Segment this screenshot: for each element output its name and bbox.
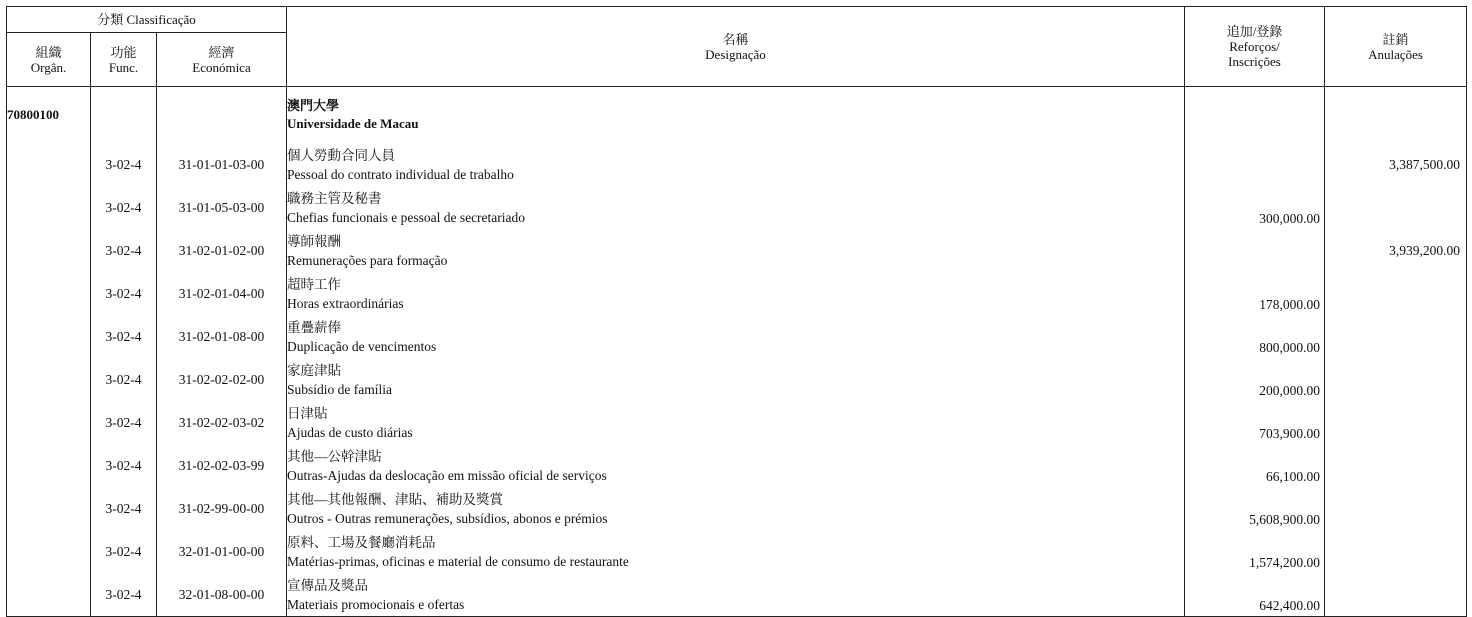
cancel-amount (1325, 401, 1467, 444)
designation-pt: Chefias funcionais e pessoal de secretariado (287, 209, 526, 225)
reinforce-amount (1185, 143, 1325, 186)
econ-code: 32-01-01-00-00 (157, 530, 287, 573)
func-code: 3-02-4 (91, 444, 157, 487)
func-header-cn: 功能 (110, 44, 137, 60)
reinforce-amount: 1,574,200.00 (1185, 530, 1325, 573)
func-code: 3-02-4 (91, 530, 157, 573)
designation-cn: 重疊薪俸 (287, 319, 341, 335)
reinforce-header-cn: 追加/登錄 (1226, 24, 1283, 39)
func-header (91, 33, 157, 87)
econ-code: 31-02-01-04-00 (157, 272, 287, 315)
designation-pt: Horas extraordinárias (287, 295, 404, 311)
econ-header-cn: 經濟 (208, 44, 235, 60)
designation-cn: 個人勞動合同人員 (287, 147, 395, 163)
func-code: 3-02-4 (91, 358, 157, 401)
func-code: 3-02-4 (91, 401, 157, 444)
designation-pt: Ajudas de custo diárias (287, 424, 413, 440)
designation-cn: 家庭津貼 (287, 362, 341, 378)
cancel-amount (1325, 315, 1467, 358)
econ-header-pt: Económica (192, 59, 251, 75)
cancel-amount (1325, 444, 1467, 487)
table-row (7, 186, 1467, 229)
cancel-amount (1325, 272, 1467, 315)
designation-cn: 宣傳品及獎品 (287, 577, 368, 593)
table-row (7, 401, 1467, 444)
reinforce-header-pt2: Inscrições (1228, 54, 1281, 69)
func-code: 3-02-4 (91, 143, 157, 186)
econ-code: 31-02-01-02-00 (157, 229, 287, 272)
designation-header (287, 7, 1185, 87)
designation (287, 573, 1185, 617)
cancel-amount: 3,939,200.00 (1325, 229, 1467, 272)
designation-pt: Matérias-primas, oficinas e material de consumo de restaurante (287, 553, 629, 569)
designation (287, 358, 1185, 401)
table-row (7, 573, 1467, 617)
func-code: 3-02-4 (91, 229, 157, 272)
designation-cn: 導師報酬 (287, 233, 341, 249)
func-code: 3-02-4 (91, 186, 157, 229)
econ-code: 31-02-99-00-00 (157, 487, 287, 530)
designation-cn: 其他—其他報酬、津貼、補助及獎賞 (287, 491, 503, 507)
econ-code: 31-02-02-02-00 (157, 358, 287, 401)
econ-code: 32-01-08-00-00 (157, 573, 287, 617)
designation (287, 272, 1185, 315)
designation-cn: 職務主管及秘書 (287, 190, 382, 206)
cancel-amount (1325, 530, 1467, 573)
organization-row (7, 87, 1467, 144)
designation-header-pt: Designação (705, 46, 766, 62)
table-row (7, 358, 1467, 401)
reinforce-amount: 178,000.00 (1185, 272, 1325, 315)
designation-pt: Outras-Ajudas da deslocação em missão oficial de serviços (287, 467, 607, 483)
designation-cn: 其他—公幹津貼 (287, 448, 382, 464)
cancel-header-cn: 註銷 (1382, 31, 1409, 47)
cancel-amount (1325, 487, 1467, 530)
func-code: 3-02-4 (91, 272, 157, 315)
designation (287, 186, 1185, 229)
organization-name-pt: Universidade de Macau (287, 116, 419, 131)
designation-pt: Pessoal do contrato individual de trabalho (287, 166, 514, 182)
designation (287, 401, 1185, 444)
cancel-amount (1325, 573, 1467, 617)
func-code: 3-02-4 (91, 573, 157, 617)
cancel-amount: 3,387,500.00 (1325, 143, 1467, 186)
cancel-amount (1325, 186, 1467, 229)
organization-name (287, 87, 1185, 144)
organ-header (7, 33, 91, 87)
reinforce-amount: 66,100.00 (1185, 444, 1325, 487)
func-header-pt: Func. (108, 59, 139, 75)
designation (287, 143, 1185, 186)
table-row (7, 229, 1467, 272)
designation (287, 315, 1185, 358)
table-row (7, 487, 1467, 530)
organ-header-cn: 組織 (35, 44, 62, 60)
designation-pt: Outros - Outras remunerações, subsídios, abonos e prémios (287, 510, 608, 526)
econ-header (157, 33, 287, 87)
reinforce-amount (1185, 229, 1325, 272)
designation-cn: 日津貼 (287, 405, 328, 421)
reinforce-amount: 703,900.00 (1185, 401, 1325, 444)
table-row (7, 143, 1467, 186)
designation (287, 530, 1185, 573)
reinforce-amount: 300,000.00 (1185, 186, 1325, 229)
designation-pt: Subsídio de família (287, 381, 392, 397)
func-code: 3-02-4 (91, 487, 157, 530)
reinforce-amount: 5,608,900.00 (1185, 487, 1325, 530)
designation (287, 487, 1185, 530)
designation (287, 229, 1185, 272)
classification-header: 分類 Classificação (7, 7, 287, 33)
func-code: 3-02-4 (91, 315, 157, 358)
reinforce-amount: 200,000.00 (1185, 358, 1325, 401)
designation-pt: Duplicação de vencimentos (287, 338, 437, 354)
reinforce-header (1185, 7, 1325, 87)
designation-pt: Materiais promocionais e ofertas (287, 596, 465, 612)
designation-cn: 超時工作 (287, 276, 341, 292)
econ-code: 31-02-02-03-99 (157, 444, 287, 487)
econ-code: 31-01-05-03-00 (157, 186, 287, 229)
econ-code: 31-02-02-03-02 (157, 401, 287, 444)
econ-code: 31-01-01-03-00 (157, 143, 287, 186)
reinforce-amount: 800,000.00 (1185, 315, 1325, 358)
budget-table (6, 6, 1467, 617)
reinforce-header-pt1: Reforços/ (1229, 39, 1280, 54)
designation (287, 444, 1185, 487)
organization-code: 70800100 (7, 87, 91, 144)
designation-cn: 原料、工場及餐廳消耗品 (287, 534, 436, 550)
table-row (7, 272, 1467, 315)
designation-pt: Remunerações para formação (287, 252, 448, 268)
reinforce-amount: 642,400.00 (1185, 573, 1325, 617)
organ-header-pt: Orgân. (30, 59, 67, 75)
organization-name-cn: 澳門大學 (287, 98, 340, 113)
cancel-header (1325, 7, 1467, 87)
cancel-header-pt: Anulações (1368, 46, 1423, 62)
table-row (7, 315, 1467, 358)
table-row (7, 444, 1467, 487)
table-row (7, 530, 1467, 573)
econ-code: 31-02-01-08-00 (157, 315, 287, 358)
cancel-amount (1325, 358, 1467, 401)
designation-header-cn: 名稱 (722, 31, 749, 47)
